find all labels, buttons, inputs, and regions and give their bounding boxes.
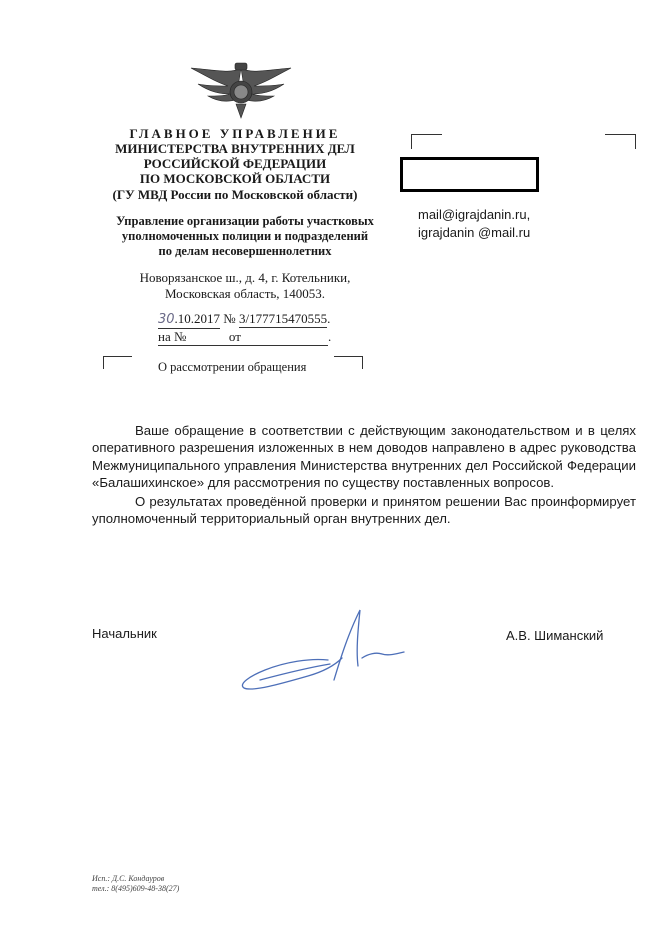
outgoing-date-number: 30.10.2017 № 3/177715470555. bbox=[158, 311, 331, 327]
executor-phone: тел.: 8(495)609-48-38(27) bbox=[92, 884, 180, 893]
sender-address bbox=[80, 270, 410, 302]
letterhead-line2: МИНИСТЕРСТВА ВНУТРЕННИХ ДЕЛ bbox=[115, 141, 355, 156]
address-line2: Московская область, 140053. bbox=[164, 286, 326, 301]
address-line1: Новорязанское ш., д. 4, г. Котельники, bbox=[139, 270, 351, 285]
mvd-emblem-icon bbox=[186, 60, 296, 122]
letterhead-line1: ГЛАВНОЕ УПРАВЛЕНИЕ bbox=[129, 126, 341, 141]
executor-name: Исп.: Д.С. Кондауров bbox=[92, 874, 165, 883]
letterhead-line4: ПО МОСКОВСКОЙ ОБЛАСТИ bbox=[139, 171, 331, 186]
recipient-corner-right bbox=[605, 134, 636, 149]
recipient-emails bbox=[418, 206, 530, 242]
recipient-email2: igrajdanin @mail.ru bbox=[418, 225, 531, 240]
executor-info bbox=[92, 874, 179, 894]
handwritten-signature bbox=[230, 600, 410, 700]
signer-position: Начальник bbox=[92, 626, 157, 641]
subject-line: О рассмотрении обращения bbox=[158, 360, 307, 374]
handwritten-day: 30 bbox=[158, 312, 175, 327]
department-line2: уполномоченных полиции и подразделений bbox=[121, 229, 369, 243]
redaction-box bbox=[400, 157, 539, 192]
letterhead-line3: РОССИЙСКОЙ ФЕДЕРАЦИИ bbox=[143, 156, 327, 171]
subject-corner-left bbox=[103, 356, 132, 369]
recipient-corner-left bbox=[411, 134, 442, 149]
date-rest: .10.2017 bbox=[174, 311, 221, 326]
recipient-email1: mail@igrajdanin.ru, bbox=[418, 207, 531, 222]
letter-body bbox=[92, 422, 636, 528]
ref-label: на № bbox=[158, 329, 187, 344]
reference-line: на № от . bbox=[158, 329, 332, 344]
outgoing-number: 3/177715470555 bbox=[238, 311, 328, 326]
department-line3: по делам несовершеннолетних bbox=[158, 244, 332, 258]
department-name bbox=[80, 214, 410, 259]
signer-name: А.В. Шиманский bbox=[506, 628, 604, 643]
department-line1: Управление организации работы участковых bbox=[116, 214, 374, 228]
ref-from: от bbox=[228, 329, 241, 344]
body-paragraph2: О результатах проведённой проверки и принятом решении Вас проинформирует уполномоченный территориальный орган внутренних дел. bbox=[92, 494, 636, 527]
subject-corner-right bbox=[334, 356, 363, 369]
number-label: № bbox=[223, 311, 236, 326]
body-paragraph1: Ваше обращение в соответствии с действующим законодательством и в целях оперативного разрешения изложенных в нем доводов направлено в адрес руководства Межмуниципального управления Министерства внутренних дел Российской Федерации «Балашихинское» для рассмотрения по существу поставленных вопросов. bbox=[92, 423, 636, 490]
letterhead-line5: (ГУ МВД России по Московской области) bbox=[112, 187, 358, 202]
